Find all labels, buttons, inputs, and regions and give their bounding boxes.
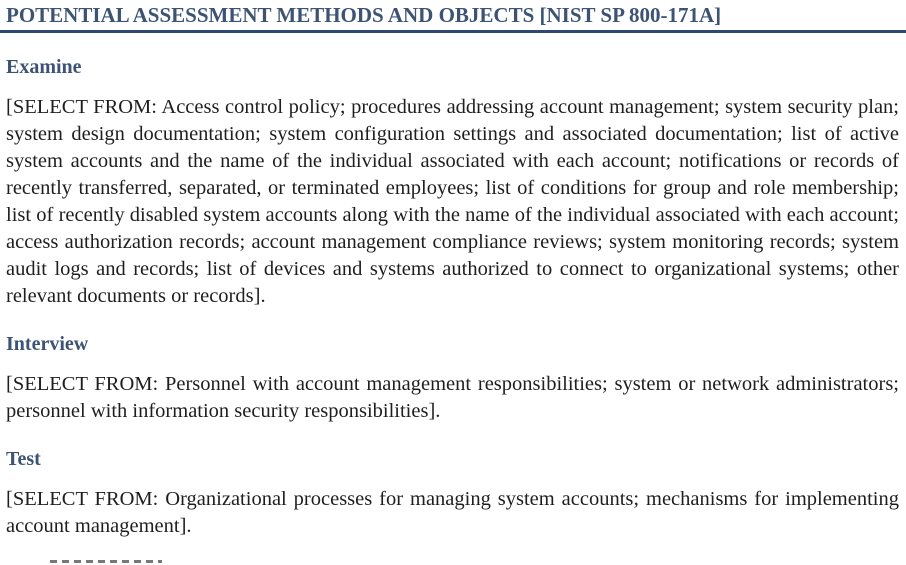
section-test <box>6 448 899 540</box>
section-body-interview: [SELECT FROM: Personnel with account management responsibilities; system or network administrators; personnel with information security responsibilities]. <box>6 373 899 422</box>
document-title: POTENTIAL ASSESSMENT METHODS AND OBJECTS [NIST SP 800-171A] <box>6 3 722 27</box>
section-examine <box>6 56 899 310</box>
section-heading-interview: Interview <box>6 333 89 355</box>
section-body-examine: [SELECT FROM: Access control policy; procedures addressing account management; system security plan; system design documentation; system configuration settings and associated documentation; list of active system accounts and the name of the individual associated with each account; notifications or records of recently transferred, separated, or terminated employees; list of conditions for group and role membership; list of recently disabled system accounts along with the name of the individual associated with each account; access authorization records; account management compliance reviews; system monitoring records; system audit logs and records; list of devices and systems authorized to connect to organizational systems; other relevant documents or records]. <box>6 96 899 307</box>
document-body <box>0 56 906 540</box>
section-body-test: [SELECT FROM: Organizational processes for managing system accounts; mechanisms for implementing account management]. <box>6 488 899 537</box>
section-heading-examine: Examine <box>6 56 82 78</box>
section-heading-test: Test <box>6 448 41 470</box>
clipped-next-line-fragment <box>50 560 162 563</box>
title-row <box>0 0 906 27</box>
section-interview <box>6 333 899 425</box>
title-underline-rule <box>0 30 906 33</box>
